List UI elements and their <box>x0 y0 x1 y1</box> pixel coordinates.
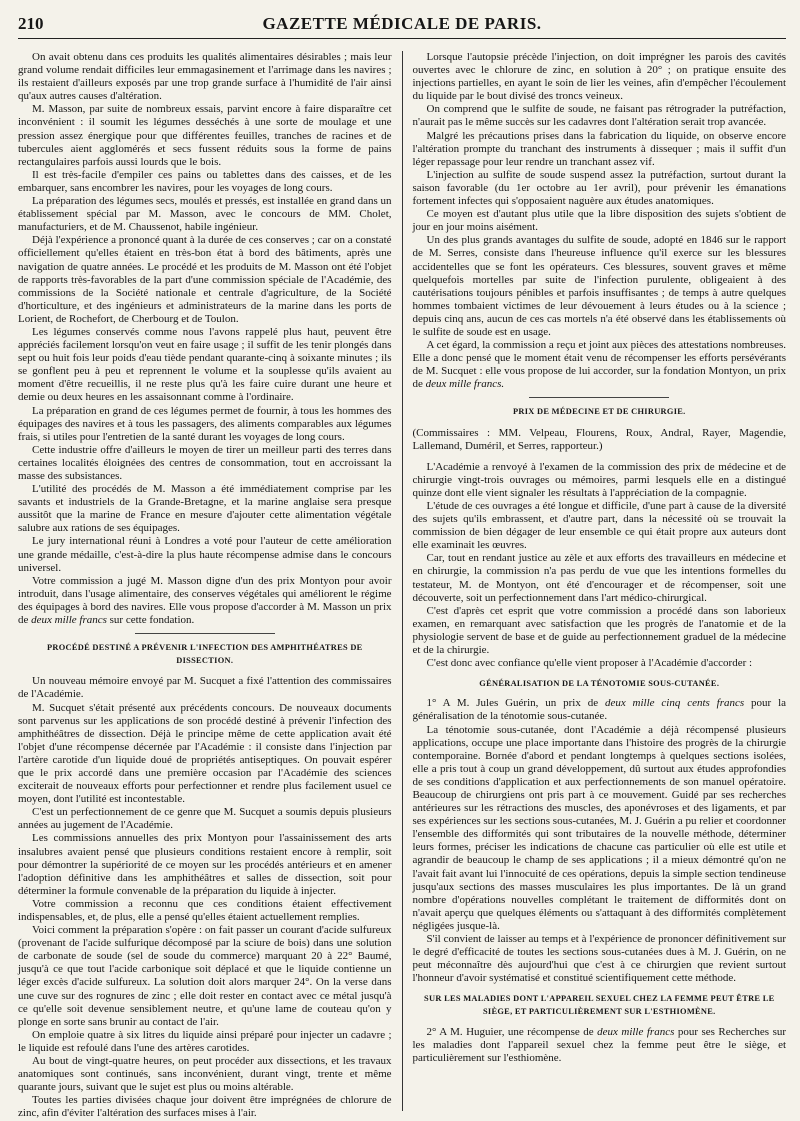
paragraph: On emploie quatre à six litres du liquide ainsi préparé pour injecter un cadavre ; le liquide est refoulé dans l'une des artères carotides. <box>18 1028 392 1054</box>
paragraph: Voici comment la préparation s'opère : on fait passer un courant d'acide sulfureux (provenant de l'acide sulfurique décomposé par la sciure de bois) dans une solution de carbonate de soude (sel de soude du commerce) marquant 20 à 22° Baumé, jusqu'à ce que tout l'acide carbonique soit déplacé et que le liquide contienne un léger excès d'acide sulfureux. La solution doit alors marquer 24°. On la verse dans une cuve sur des rognures de zinc ; elle doit rester en contact avec ce métal jusqu'à ce qu'elle soit devenue sensiblement neutre, et qu'une lame de couteau qu'on y plonge en sorte sans brunir au contact de l'air. <box>18 924 392 1028</box>
paragraph: C'est un perfectionnement de ce genre que M. Sucquet a soumis depuis plusieurs années au jugement de l'Académie. <box>18 806 392 832</box>
subsection-heading: SUR LES MALADIES DONT L'APPAREIL SEXUEL CHEZ LA FEMME PEUT ÊTRE LE SIÈGE, ET PARTICULIÈREMENT SUR L'ESTHIOMÈNE. <box>424 994 775 1017</box>
prize-amount: deux mille francs <box>597 1025 675 1038</box>
journal-title: GAZETTE MÉDICALE DE PARIS. <box>262 14 542 33</box>
paragraph-text: pour la généralisation de la ténotomie sous-cutanée. <box>412 697 787 723</box>
page-header <box>18 10 786 39</box>
paragraph: Au bout de vingt-quatre heures, on peut procéder aux dissections, et les travaux anatomiques sont continués, sans inconvénient, durant vingt, trente et même quarante jours, suivant que le sujet est plus ou moins altérable. <box>18 1055 392 1094</box>
prize-amount: deux mille cinq cents francs <box>604 697 745 710</box>
article-columns <box>18 51 787 1120</box>
paragraph: Il est très-facile d'empiler ces pains ou tablettes dans des caisses, et de les embarquer, sans encombrer les navires, pour les voyages de long cours. <box>18 168 392 194</box>
paragraph: Cette industrie offre d'ailleurs le moyen de tirer un meilleur parti des terres dans certaines localités éloignées des centres de consommation, tout en accroissant la masse des subsistances. <box>18 443 392 482</box>
subsection-heading: GÉNÉRALISATION DE LA TÉNOTOMIE SOUS-CUTANÉE. <box>479 679 720 689</box>
paragraph: Malgré les précautions prises dans la fabrication du liquide, on observe encore l'altération prompte du tranchant des instruments à dissequer ; mais il suffit d'un léger repassage pour leur rendre un tranchant assez vif. <box>412 129 787 168</box>
paragraph: M. Sucquet s'était présenté aux précédents concours. De nouveaux documents sont parvenus sur les applications de son procédé destiné à prévenir l'infection des amphithéâtres de dissection. Déjà le principe même de cette application avait été l'objet d'une récompense décernée par l'Académie : il consiste dans l'injection par l'artère carotide d'un liquide doué de propriétés antiseptiques. On pouvait espérer que le prix accordé dans une première occasion par l'Académie des sciences exciterait de nouveaux efforts pour perfectionner et rendre plus facilement usuel ce moyen, dont l'utilité est incontestable. <box>18 701 392 806</box>
paragraph: Toutes les parties divisées chaque jour doivent être imprégnées de chlorure de zinc, afin d'éviter l'altération des surfaces mises à l'air. <box>18 1094 392 1120</box>
paragraph: La préparation des légumes secs, moulés et pressés, est installée en grand dans un établissement spécial par M. Masson, avec le concours de MM. Cholet, manufacturiers, et de M. Chaussenot, habile ingénieur. <box>18 195 392 234</box>
paragraph <box>413 1026 787 1065</box>
paragraph: Lorsque l'autopsie précède l'injection, on doit imprégner les parois des cavités ouvertes avec le chlorure de zinc, en solution à 20° ; on pratique ensuite des injections partielles, en ayant le soin de lier les veines, afin d'empêcher l'écoulement du liquide par le bout divisé des troncs veineux. <box>412 51 787 103</box>
paragraph: Ce moyen est d'autant plus utile que la libre disposition des sujets s'obtient de jour en jour moins aisément. <box>412 208 787 234</box>
paragraph: La ténotomie sous-cutanée, dont l'Académie a déjà récompensé plusieurs applications, occupe une place importante dans l'histoire des progrès de la chirurgie contemporaine. Bornée d'abord et pendant longtemps à quelques sections isolées, elle a pris tout à coup un grand développement, dû surtout aux études approfondies de ses conditions d'application et aux perfectionnements de son manuel opératoire. Beaucoup de chirurgiens ont pris part à ce mouvement. Guidé par ses recherches antérieures sur les rétractions des muscles, des aponévroses et des ligaments, et par ses expériences sur les sections sous-cutanées, M. J. Guérin a pu relier et coordonner l'ensemble des difformités qui sont tributaires de la nouvelle méthode, déterminer leurs formes, préciser les indications de chacune cas particulier où elle est utile et agrandir de beaucoup le champ de ses applications ; il a mieux démontré qu'on ne l'avait fait avant lui l'innocuité de ces opérations, depuis la simple section tendineuse jusqu'aux sections des masses musculaires les plus importantes. De là un grand nombre d'opérations nouvelles complétant le traitement de difformités dont on n'avait aperçu que quelques éléments ou s'attaquant à des difformités complètement négligées jusque-là. <box>412 723 787 932</box>
commissioners-list: (Commissaires : MM. Velpeau, Flourens, Roux, Andral, Rayer, Magendie, Lallemand, Duméril, et Serres, rapporteur.) <box>412 426 787 452</box>
prize-amount: deux mille francs <box>31 614 107 627</box>
paragraph: Car, tout en rendant justice au zèle et aux efforts des travailleurs en médecine et en chirurgie, la commission n'a pas perdu de vue que les intentions formelles du testateur, M. de Montyon, ont été d'encourager et de récompenser, soit une découverte, soit un perfectionnement dans l'art médico-chirurgical. <box>412 552 787 604</box>
paragraph <box>18 575 392 627</box>
paragraph-text: 2° A M. Huguier, une récompense de <box>426 1025 598 1038</box>
paragraph: Un nouveau mémoire envoyé par M. Sucquet a fixé l'attention des commissaires de l'Académie. <box>18 675 392 701</box>
paragraph: M. Masson, par suite de nombreux essais, parvint encore à faire disparaître cet inconvénient : il soumit les légumes desséchés à une sorte de moulage et une pression assez énergique pour que différentes feuilles, tranches de racines et de tubercules aient agglomérés et secs fussent réduits sous la forme de pains rectangulaires parfois aussi lourds que le bois. <box>18 103 392 168</box>
paragraph: La préparation en grand de ces légumes permet de fournir, à tous les hommes des équipages des navires et à tous les passagers, des aliments comparables aux légumes frais, si utiles pour l'entretien de la santé durant les voyages de long cours. <box>18 404 392 443</box>
paragraph <box>413 339 787 391</box>
paragraph: Les légumes conservés comme nous l'avons rappelé plus haut, peuvent être appréciés facilement lorsqu'on veut en faire usage ; il suffit de les tenir plongés dans sept ou huit fois leur poids d'eau tiède pendant quarante-cinq à soixante minutes ; ils se gonflent peu à peu et reprennent le volume et la souplesse qu'ils avaient au moment d'être recueillis, il ne reste plus qu'à les faire cuire durant une heure et demie ou deux heures en les assaisonnant comme à l'ordinaire. <box>18 325 392 404</box>
paragraph: L'étude de ces ouvrages a été longue et difficile, d'une part à cause de la diversité des sujets qu'ils embrassent, et d'autre part, dans la nécessité où se trouvait la commission de bien dégager de leur ensemble ce qui était propre aux auteurs dont elle examinait les œuvres. <box>412 500 787 552</box>
paragraph: C'est d'après cet esprit que votre commission a procédé dans son laborieux examen, en remarquant avec satisfaction que les progrès de l'anatomie et de la physiologie servent de base et de guide au perfectionnement graduel de la médecine et de la chirurgie. <box>412 604 787 657</box>
section-heading: PROCÉDÉ DESTINÉ A PRÉVENIR L'INFECTION DES AMPHITHÉATRES DE DISSECTION. <box>46 643 363 666</box>
paragraph: S'il convient de laisser au temps et à l'expérience de prononcer définitivement sur le degré d'efficacité de toutes les sections sous-cutanées dues à M. J. Guérin, on ne peut méconnaître dès aujourd'hui que c'est à ce chirurgien que revient surtout l'honneur d'avoir systématisé et constitué scientifiquement cette méthode. <box>412 933 787 985</box>
paragraph: Votre commission a reconnu que ces conditions étaient effectivement indispensables, et, de plus, elle a pensé qu'elles étaient actuellement remplies. <box>18 897 392 923</box>
paragraph-text: Votre commission a jugé M. Masson digne d'un des prix Montyon pour avoir introduit, dans l'usage alimentaire, des conserves végétales qui améliorent le régime des équipages à bord des navires. Elle vous propose d'accorder à M. Masson un prix de <box>18 574 392 627</box>
paragraph: Le jury international réuni à Londres a voté pour l'auteur de cette amélioration une grande médaille, c'est-à-dire la plus haute récompense admise dans le concours universel. <box>18 535 392 574</box>
left-column <box>18 51 392 1120</box>
prize-amount: deux mille francs. <box>425 378 505 391</box>
column-rule <box>402 51 403 1111</box>
right-column <box>413 51 787 1111</box>
paragraph: On comprend que le sulfite de soude, ne faisant pas rétrograder la putréfaction, n'aurait pas le même succès sur les cadavres dont l'altération serait trop avancée. <box>412 103 787 129</box>
paragraph: Un des plus grands avantages du sulfite de soude, adopté en 1846 sur le rapport de M. Serres, consiste dans l'heureuse influence qu'il exerce sur les blessures accidentelles que se font les opérateurs. Ces blessures, souvent graves et même quelquefois mortelles par suite de l'infection purulente, obligeaient à des cautérisations toujours pénibles et parfois insuffisantes ; de temps à autre quelques hommes tombaient victimes de leur dévouement à leurs études ou à la science ; depuis cinq ans, aucun de ces cas mortels n'a été observé dans les établissements où le sulfite de soude est en usage. <box>412 234 787 338</box>
paragraph: C'est donc avec confiance qu'elle vient proposer à l'Académie d'accorder : <box>426 657 753 670</box>
section-divider <box>529 397 669 398</box>
paragraph <box>413 697 787 723</box>
paragraph: On avait obtenu dans ces produits les qualités alimentaires désirables ; mais leur grand volume rendait difficiles leur emmagasinement et l'arrimage dans les navires ; ils restaient d'ailleurs exposés par une trop grande surface à l'humidité de l'air ainsi qu'aux autres causes d'altération. <box>18 51 392 103</box>
paragraph-text: A cet égard, la commission a reçu et joint aux pièces des attestations nombreuses. Elle a donc pensé que le moment était venu de récompenser les efforts persévérants de M. Sucquet : elle vous propose de lui accorder, sur la fondation Montyon, un prix de <box>412 339 787 391</box>
section-heading: PRIX DE MÉDECINE ET DE CHIRURGIE. <box>512 407 686 417</box>
paragraph: L'utilité des procédés de M. Masson a été immédiatement comprise par les savants et industriels de la Grande-Bretagne, et la marine anglaise sera presque aussitôt que la marine de France en mesure d'ajouter cette alimentation végétale salubre aux rations de ses équipages. <box>18 483 392 535</box>
paragraph: Déjà l'expérience a prononcé quant à la durée de ces conserves ; car on a constaté officiellement qu'elles étaient en très-bon état à bord des bâtiments, après une navigation de quatre années. Le procédé et les produits de M. Masson ont été l'objet de rapports très-favorables de la part d'une commission spéciale de l'Académie, des commissions de la Société nationale et centrale d'agriculture, de la Société d'horticulture, et des ingénieurs et administrateurs de la marine dans les ports de Lorient, de Rochefort, de Cherbourg et de Toulon. <box>18 234 392 325</box>
section-divider <box>135 633 275 634</box>
paragraph-text: pour ses Recherches sur les maladies dont l'appareil sexuel chez la femme peut être le siège, et particulièrement sur l'esthiomène. <box>412 1025 787 1064</box>
paragraph: Les commissions annuelles des prix Montyon pour l'assainissement des arts insalubres avaient pensé que plusieurs conditions restaient encore à remplir, soit pour démontrer la supériorité de ce moyen sur les procédés antérieurs et en amener l'adoption définitive dans les amphithéâtres et salles de dissection, soit pour déterminer la formule convenable de la préparation du liquide à injecter. <box>18 832 392 897</box>
paragraph-text: 1° A M. Jules Guérin, un prix de <box>426 697 605 710</box>
page-number: 210 <box>18 14 44 33</box>
paragraph-text: sur cette fondation. <box>106 614 195 627</box>
paragraph: L'Académie a renvoyé à l'examen de la commission des prix de médecine et de chirurgie vingt-trois ouvrages ou mémoires, parmi lesquels elle en a distingué quinze dont elle vient signaler les résultats à l'appréciation de la compagnie. <box>412 460 787 499</box>
paragraph: L'injection au sulfite de soude suspend assez la putréfaction, surtout durant la saison favorable (du 1er octobre au 1er avril), pour prévenir les émanations fortement infectes qui s'opposaient naguère aux études anatomiques. <box>412 168 787 208</box>
